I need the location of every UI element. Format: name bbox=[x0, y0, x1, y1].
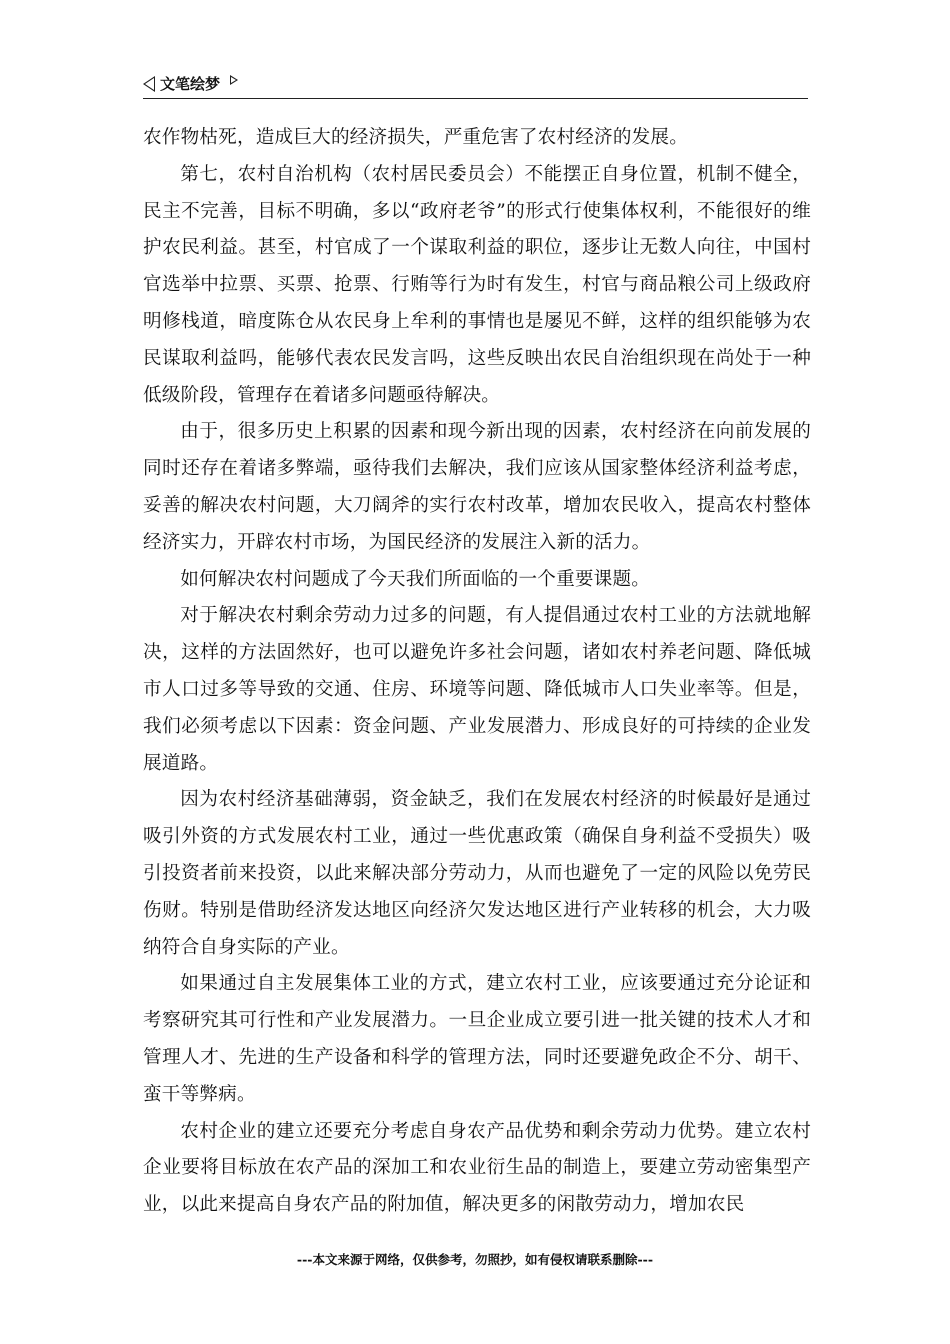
triangle-right-icon bbox=[230, 75, 238, 85]
paragraph-5: 对于解决农村剩余劳动力过多的问题，有人提倡通过农村工业的方法就地解决，这样的方法固然好，也可以避免许多社会问题，诸如农村养老问题、降低城市人口过多等导致的交通、住房、环境等问题、降低城市人口失业率等。但是，我们必须考虑以下因素：资金问题、产业发展潜力、形成良好的可持续的企业发展道路。 bbox=[143, 605, 811, 774]
paragraph-8: 农村企业的建立还要充分考虑自身农产品优势和剩余劳动力优势。建立农村企业要将目标放在农产品的深加工和农业衍生品的制造上，要建立劳动密集型产业，以此来提高自身农产品的附加值，解决更多的闲散劳动力，增加农民 bbox=[143, 1120, 811, 1216]
paragraph-7: 如果通过自主发展集体工业的方式，建立农村工业，应该要通过充分论证和考察研究其可行性和产业发展潜力。一旦企业成立要引进一批关键的技术人才和管理人才、先进的生产设备和科学的管理方法，同时还要避免政企不分、胡干、蛮干等弊病。 bbox=[143, 973, 811, 1105]
paragraph-2: 第七，农村自治机构（农村居民委员会）不能摆正自身位置，机制不健全，民主不完善，目标不明确，多以“政府老爷”的形式行使集体权利，不能很好的维护农民利益。甚至，村官成了一个谋取利益的职位，逐步让无数人向往，中国村官选举中拉票、买票、抢票、行贿等行为时有发生，村官与商品粮公司上级政府明修栈道，暗度陈仓从农民身上牟利的事情也是屡见不鲜，这样的组织能够为农民谋取利益吗，能够代表农民发言吗，这些反映出农民自治组织现在尚处于一种低级阶段，管理存在着诸多问题亟待解决。 bbox=[143, 163, 811, 406]
triangle-left-icon bbox=[143, 76, 155, 92]
footer-notice: ---本文来源于网络，仅供参考，勿照抄，如有侵权请联系删除--- bbox=[296, 1252, 654, 1267]
paragraph-3: 由于，很多历史上积累的因素和现今新出现的因素，农村经济在向前发展的同时还存在着诸多弊端，亟待我们去解决，我们应该从国家整体经济利益考虑，妥善的解决农村问题，大刀阔斧的实行农村改革，增加农民收入，提高农村整体经济实力，开辟农村市场，为国民经济的发展注入新的活力。 bbox=[143, 421, 811, 553]
paragraph-4: 如何解决农村问题成了今天我们所面临的一个重要课题。 bbox=[180, 568, 651, 590]
site-name: 文笔绘梦 bbox=[160, 75, 221, 93]
paragraph-6: 因为农村经济基础薄弱，资金缺乏，我们在发展农村经济的时候最好是通过吸引外资的方式发展农村工业，通过一些优惠政策（确保自身利益不受损失）吸引投资者前来投资，以此来解决部分劳动力，从而也避免了一定的风险以免劳民伤财。特别是借助经济发达地区向经济欠发达地区进行产业转移的机会，大力吸纳符合自身实际的产业。 bbox=[143, 789, 811, 958]
page-header bbox=[143, 72, 808, 99]
paragraph-1: 农作物枯死，造成巨大的经济损失，严重危害了农村经济的发展。 bbox=[143, 127, 689, 148]
document-body bbox=[143, 120, 811, 1224]
